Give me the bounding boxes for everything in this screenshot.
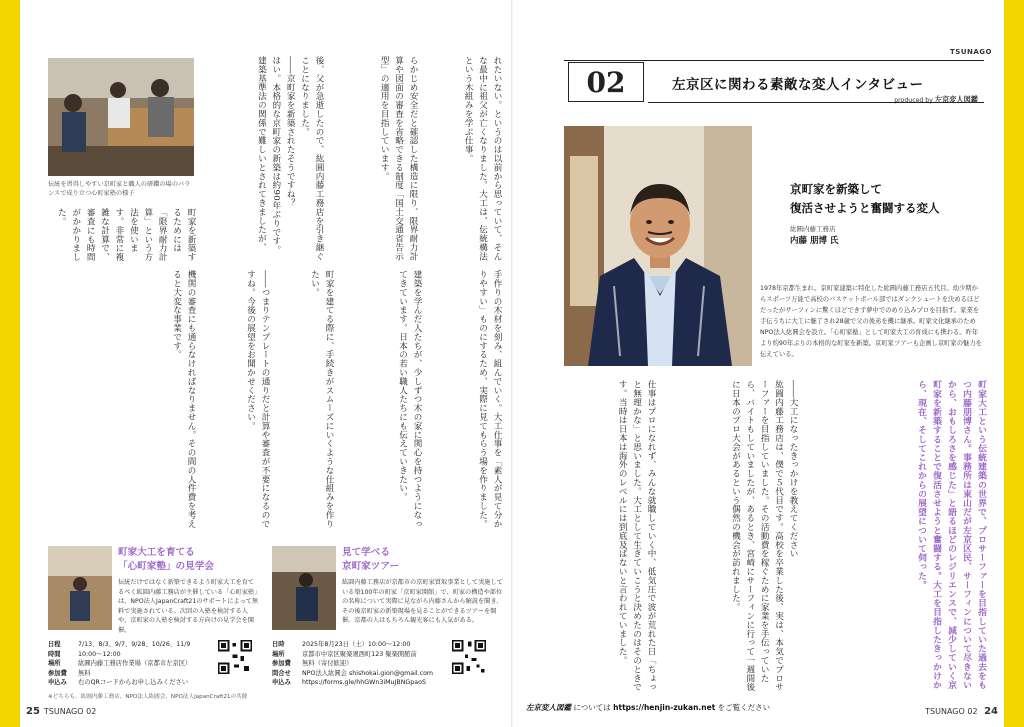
right-column-2: 仕事はプロになれず、みんな就職していく中、低気圧で波が荒れた日「ちょっと無理かな」と思いました。大工として生きていこうと決めたのはそのときです。当時は日本は海外のレベルには到底及ばないと言われていました。 [617, 380, 656, 692]
issue-number: 02 [568, 62, 644, 102]
event1-row-apply: 申込み 右のQRコードからお申し込みください [48, 679, 189, 687]
event1-row-time: 時間 10:00〜12:00 [48, 650, 121, 658]
page-title: 左京区に関わる素敵な変人インタビュー [672, 77, 924, 93]
event2-row-apply: 申込み https://forms.gle/hhGWn3iMuJBNGpaoS [272, 679, 427, 687]
left-mid-column-1: 機関の審査にも通らなければなりません。その間の人件費を考えると大変な事業です。 [171, 270, 196, 529]
interviewee-name: 内藤 朋博 氏 [790, 236, 839, 246]
brand-label: TSUNAGO [950, 48, 992, 56]
left-edge-strip [0, 0, 20, 727]
left-mid-column-5: 手作りの木材を刻み、組んでいく。大工仕事を「素人が見て分かりやすい」ものにするため、実際に見てもらう場を作りました。 [477, 270, 502, 529]
left-mid-column-4: 建築を学んだ人たちが、少しずつ木の家に関心を持つようになってきています。日本の若い職人たちにも伝えていきたい。 [397, 270, 422, 529]
event1-row-place: 場所 紘圓内藤工務店作業場（京都市左京区） [48, 660, 192, 668]
event1-cohost-note: ※どちらも、紘圓内藤工務店、NPO法人紘圓会、NPO法人JapanCraft21の共催 [48, 694, 248, 700]
event2-details [272, 640, 478, 688]
lead-paragraph: 町家大工という伝統建築の世界で、プロサーファーを目指していた過去をもつ内藤朋博さん。事務所は東山だが左京区民、サーフィンについて尽きないから、おもしろさを感じた」と語るほどのレジリエンスで、減少していく京町家を新築することで復活させようと奮闘する。大工を目指したきっかけから、現在、そしてこれからの展望について伺った。 [916, 380, 986, 690]
profile-headline: 京町家を新築して 復活させようと奮闘する変人 [790, 182, 940, 215]
left-page [20, 0, 512, 727]
company-name: 紘圓内藤工務店 [790, 225, 836, 233]
event2-row-fee: 参加費 無料（寄付歓迎） [272, 660, 353, 668]
workshop-photo [48, 58, 194, 176]
website-link[interactable]: https://henjin-zukan.net [613, 703, 716, 712]
event1-row-dates: 日程 7/13、8/3、9/7、9/28、10/26、11/9 [48, 641, 191, 648]
left-mid-column-2: ――つまりテンプレートの通りだと計算や審査が不要になるのですね。今後の展望をお聞かせください。 [245, 270, 270, 529]
header-top-rule [564, 60, 984, 61]
event1-title: 町家大工を育てる 「心町家塾」の見学会 [118, 547, 214, 572]
right-edge-strip [1004, 0, 1024, 727]
left-mid-column-3: 町家を建てる際に、手続きがスムーズにいくような仕組みを作りたい。 [309, 270, 334, 529]
right-page [512, 0, 1004, 727]
right-folio: TSUNAGO 02 24 [925, 706, 998, 717]
right-column-1: ――大工になったきっかけを教えてください 紘圓内藤工務店は、僕で５代目です。高校を卒業した後、実は、本気でプロサーファーを目指していました。その活動費を稼ぐために家業を手伝っていたら、バイトもしていましたが、あるとき、宮崎にサーフィンに行って一週間後に日本のプロ大会があるという偶然の機会が訪れました。 [730, 380, 798, 692]
website-footer: 左京変人図鑑 については https://henjin-zukan.net をご覧ください [526, 703, 771, 712]
left-middle-column-1: 町家を新築するためには「限界耐力計算」という方法を使います。非常に複雑な計算で、審査にも時間がかかりました。 [56, 208, 196, 262]
left-upper-column-2: らかじめ安全だと確認した構造に限り、限界耐力計算や図面の審査を省略できる制度「国土交通省告示型」の適用を目指しています。 [379, 56, 418, 261]
profile-bio: 1978年京都生まれ。京町家建築に特化した紘圓内藤工務店五代目。幼少期からスポーツ万能で高校のバスケットボール部ではダンクシュートを決めるほどだったがサーフィンに驚くほどできず夢中でのめり込みプロを目指す。家業を手伝うちに大工に魅了され28歳で父の後弟を機に継承。町家文化継承のためNPO法人紘圓会を設立。「心町家塾」として町家大工の育成にも携わる。昨年より約90年ぶりの本格的な町家を新築。京町家ツアーも企画し京町家の魅力を伝えている。 [760, 285, 982, 358]
produced-by: produced by 左京変人図鑑 [894, 95, 978, 104]
event1-photo [48, 546, 112, 630]
left-folio: 25 TSUNAGO 02 [26, 706, 97, 717]
event2-description: 紘圓内藤工務店が京都市の京町家買取事業として実施している築100年の町家「京町家開館」で、町家の構造や部位の名称について実際に見ながら内藤さんから解説を聞き、その後京町家の新築現場を見ることができるツアーを開催。京都の人はもちろん観光客にも人気がある。 [342, 579, 503, 624]
event2-row-place: 場所 京都市中京区聚楽廻西町123 聚楽開館前 [272, 650, 417, 658]
left-upper-column-3: れたいない。というのは以前から思っていて、そんな最中に祖父が亡くなりました。大工は、伝統構法という木組みを学ぶ仕事。 [463, 56, 502, 261]
photo-caption: 伝統を習得しやすい京町家と職人の研鑽の場のバランスで成り立つ心町家塾の様子 [48, 181, 191, 197]
event2-qr-code[interactable] [452, 640, 486, 674]
event1-qr-code[interactable] [218, 640, 252, 674]
event2-title: 見て学べる 京町家ツアー [342, 547, 400, 572]
portrait-photo [564, 126, 752, 366]
event1-description: 伝統だけではなく新築できるよう町家大工を育てるべく紘圓内藤工務店が主催している「心町家塾」は、NPO法人JapanCraft21のサポートによって無料で実施されている。次回の入塾を検討する人や、京町家の人塾を検討する方向けの見学会を開催。 [118, 579, 259, 634]
event2-photo [272, 546, 336, 630]
event1-row-fee: 参加費 無料 [48, 669, 91, 677]
event2-row-contact: 問合せ NPO法人紘圓会 shishokai.gion@gmail.com [272, 669, 434, 677]
event2-row-date: 日時 2025年8月23日（土）10:00〜12:00 [272, 641, 411, 648]
left-upper-column-1: 後、父が急逝したので、紘圓内藤工務店を引き継ぐことになりました。 ――京町家を新築されたそうですね？ はい。本格的な京町家の新築は約90年ぶりです。建築基準法の関係で難しいとされてきましたが、 [256, 56, 324, 261]
